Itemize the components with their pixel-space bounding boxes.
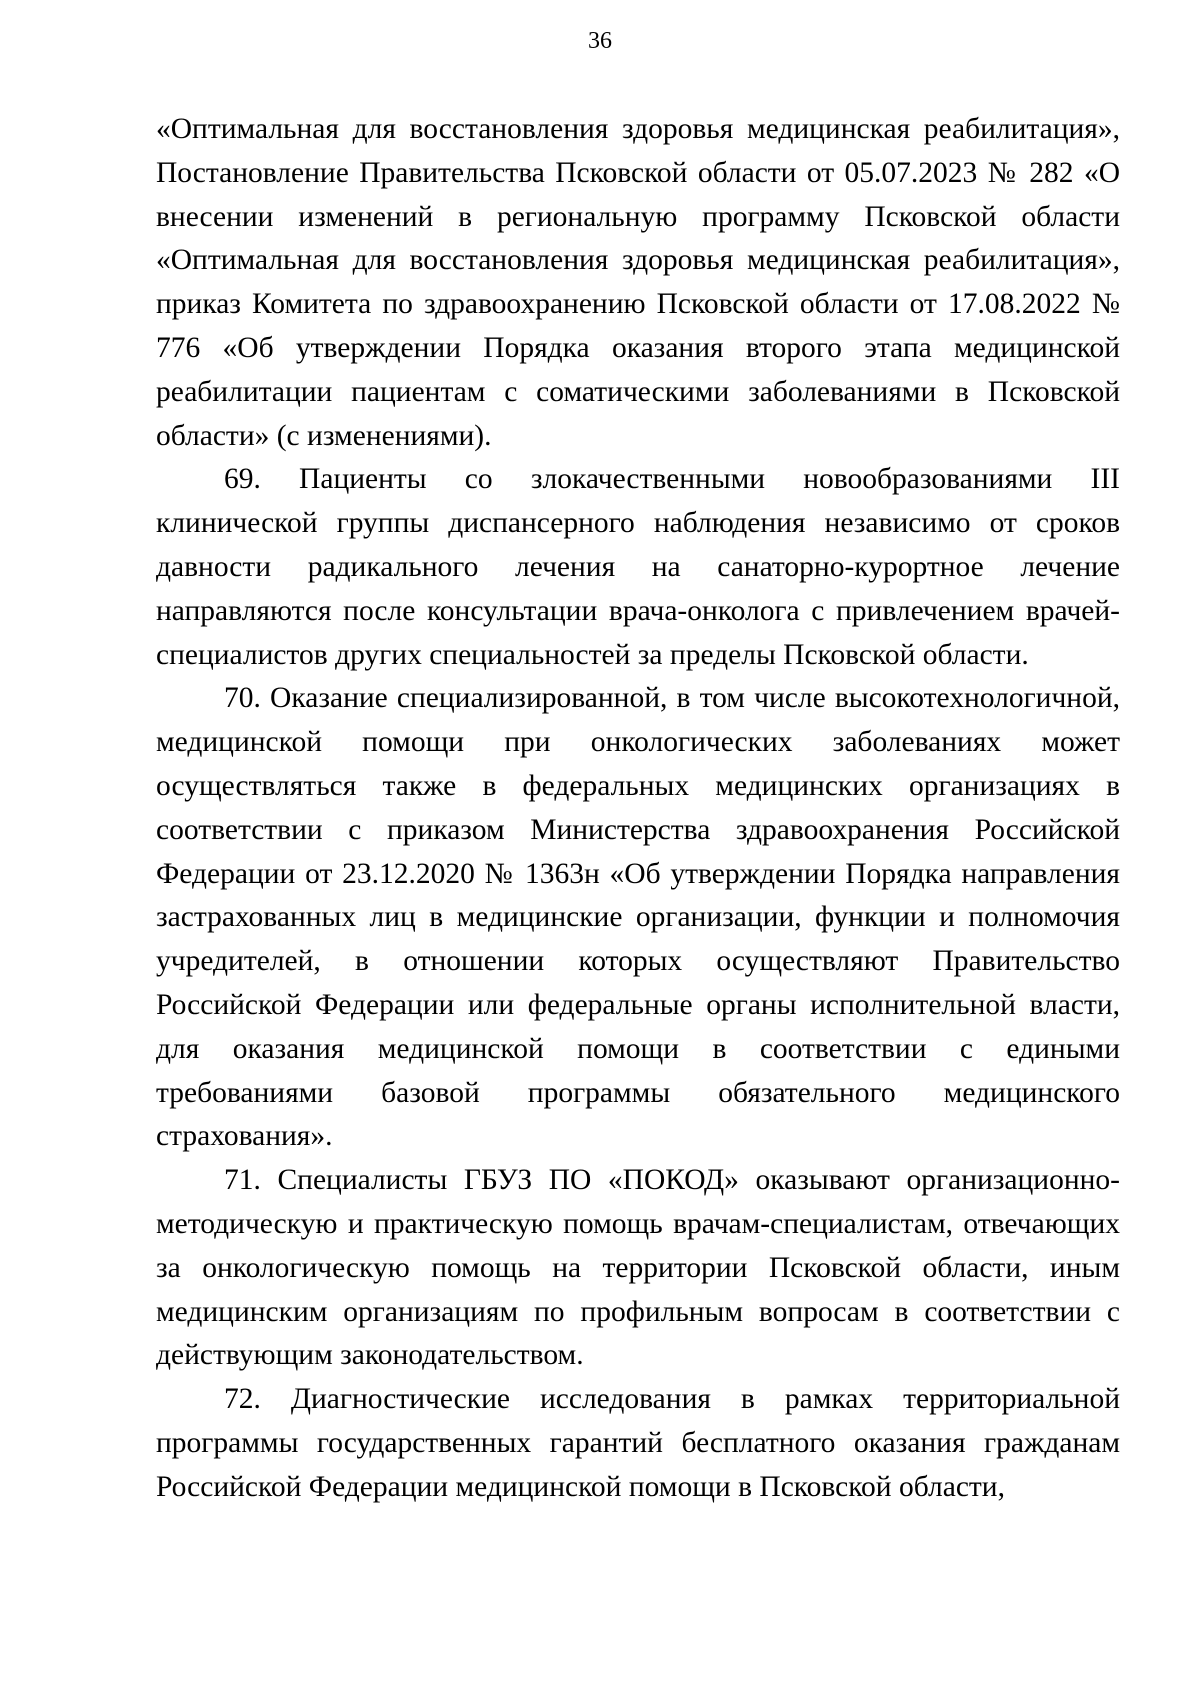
paragraph-72: 72. Диагностические исследования в рамках территориальной программы государственных гарантий бесплатного оказания гражданам Российской Федерации медицинской помощи в Псковской области, — [156, 1383, 1120, 1503]
paragraph-71: 71. Специалисты ГБУЗ ПО «ПОКОД» оказывают организационно-методическую и практическую помощь врачам-специалистам, отвечающих за онкологическую помощь на территории Псковской области, иным медицинским организациям по профильным вопросам в соответствии с действующим законодательством. — [156, 1164, 1120, 1372]
document-body — [156, 108, 1120, 1510]
paragraph-70: 70. Оказание специализированной, в том числе высокотехнологичной, медицинской помощи при онкологических заболеваниях может осуществляться также в федеральных медицинских организациях в соответствии с приказом Министерства здравоохранения Российской Федерации от 23.12.2020 № 1363н «Об утверждении Порядка направления застрахованных лиц в медицинские организации, функции и полномочия учредителей, в отношении которых осуществляют Правительство Российской Федерации или федеральные органы исполнительной власти, для оказания медицинской помощи в соответствии с едиными требованиями базовой программы обязательного медицинского страхования». — [156, 682, 1120, 1153]
paragraph-69: 69. Пациенты со злокачественными новообразованиями III клинической группы диспансерного наблюдения независимо от сроков давности радикального лечения на санаторно-курортное лечение направляются после консультации врача-онколога с привлечением врачей-специалистов других специальностей за пределы Псковской области. — [156, 463, 1120, 671]
paragraph-continuation: «Оптимальная для восстановления здоровья медицинская реабилитация», Постановление Правительства Псковской области от 05.07.2023 № 282 «О внесении изменений в региональную программу Псковской области «Оптимальная для восстановления здоровья медицинская реабилитация», приказ Комитета по здравоохранению Псковской области от 17.08.2022 № 776 «Об утверждении Порядка оказания второго этапа медицинской реабилитации пациентам с соматическими заболеваниями в Псковской области» (с изменениями). — [156, 113, 1120, 452]
page-number: 36 — [588, 28, 612, 54]
